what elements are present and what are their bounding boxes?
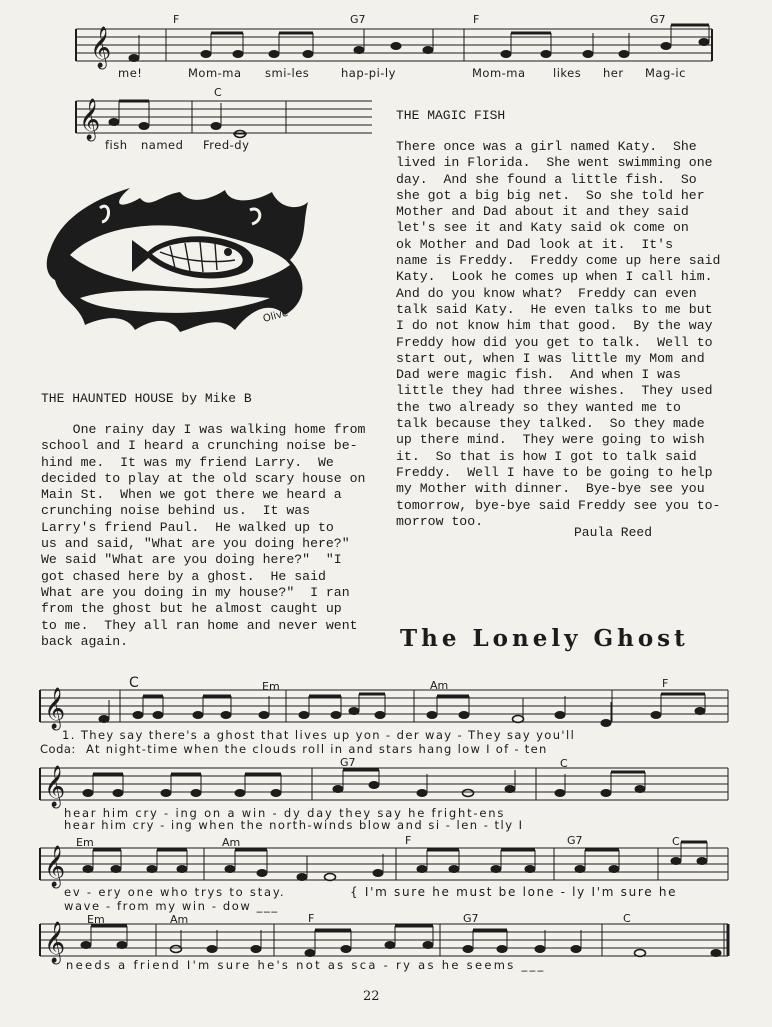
- song-chord: G7: [567, 834, 583, 847]
- top-lyric: Mom-ma: [188, 66, 242, 80]
- song-chord: Em: [262, 680, 280, 693]
- top-lyric: hap-pi-ly: [341, 66, 396, 80]
- haunted-house-body: One rainy day I was walking home from school and I heard a crunching noise be- hind me. It was my friend Larry. We decided to play at the old scary house on Main St. When we got there we heard a crunching noise behind us. It was Larry's friend Paul. He walked up to us and said, "What are you doing here?" We said "What are you doing here?" "I got chased here by a ghost. He said What are you doing in my house?" I ran from the ghost but he almost caught up to me. They all ran home and never went back again.: [41, 422, 366, 649]
- song-verse-line: needs a friend I'm sure he's not as sca - ry as he seems ___: [66, 958, 546, 972]
- song-chord: G7: [340, 756, 356, 769]
- top-lyric: fish: [105, 138, 128, 152]
- song-chord: F: [662, 677, 669, 690]
- top-lyric: smi-les: [265, 66, 310, 80]
- song-verse-line: hear him cry - ing on a win - dy day they say he fright-ens: [64, 806, 506, 820]
- song-coda-line: wave - from my win - dow ___: [64, 899, 279, 913]
- svg-text:𝄞: 𝄞: [79, 99, 101, 140]
- coda-label: Coda:: [40, 742, 76, 756]
- song-chord: Em: [87, 913, 105, 926]
- song-chord: Am: [170, 913, 189, 926]
- magic-fish-author: Paula Reed: [574, 525, 653, 540]
- top-staff-1: [76, 27, 716, 67]
- illustration-signature: Olive: [261, 307, 290, 325]
- top-staff-2: [76, 99, 376, 139]
- svg-text:𝄞: 𝄞: [44, 766, 66, 807]
- song-title: The Lonely Ghost: [400, 625, 689, 652]
- top-chord-3: F: [473, 13, 480, 26]
- song-verse-line: 1. They say there's a ghost that lives up yon - der way - They say you'll: [62, 728, 576, 742]
- song-chord: C: [623, 912, 631, 925]
- page-number: 22: [363, 989, 380, 1004]
- song-coda-line: At night-time when the clouds roll in and stars hang low I of - ten: [86, 742, 548, 756]
- top-chord-4: G7: [650, 13, 666, 26]
- song-chord: C: [560, 757, 568, 770]
- top-lyric: Mag-ic: [645, 66, 686, 80]
- top-lyric: Mom-ma: [472, 66, 526, 80]
- song-chord: F: [405, 834, 412, 847]
- top-lyric: Fred-dy: [203, 138, 250, 152]
- top-lyric: her: [603, 66, 624, 80]
- song-chord: F: [308, 912, 315, 925]
- svg-text:𝄞: 𝄞: [44, 846, 66, 887]
- top-lyric: me!: [118, 66, 143, 80]
- song-staff-2: [40, 766, 732, 810]
- song-chord: Am: [222, 836, 241, 849]
- top-chord-2: G7: [350, 13, 366, 26]
- song-coda-line: hear him cry - ing when the north-winds blow and si - len - tly I: [64, 818, 524, 832]
- song-chord: G7: [463, 912, 479, 925]
- song-chord: Am: [430, 679, 449, 692]
- song-chord: Em: [76, 836, 94, 849]
- song-chord: C: [672, 835, 680, 848]
- song-staff-3: [40, 846, 732, 890]
- song-staff-1: [40, 688, 732, 732]
- svg-text:𝄞: 𝄞: [44, 688, 66, 729]
- fish-illustration: [40, 180, 320, 340]
- top-chord-5: C: [214, 86, 222, 99]
- magic-fish-title: THE MAGIC FISH: [396, 108, 506, 123]
- top-lyric: named: [141, 138, 184, 152]
- song-verse-line: ev - ery one who trys to stay.: [64, 885, 286, 899]
- song-refrain-line: { I'm sure he must be lone - ly I'm sure he: [350, 885, 678, 899]
- haunted-house-title: THE HAUNTED HOUSE by Mike B: [41, 391, 252, 406]
- svg-text:𝄞: 𝄞: [90, 27, 112, 68]
- top-lyric: likes: [553, 66, 582, 80]
- top-chord-1: F: [173, 13, 180, 26]
- magic-fish-body: There once was a girl named Katy. She lived in Florida. She went swimming one day. And she found a little fish. So she got a big big net. So she told her Mother and Dad about it and they said let's see it and Katy said ok come on ok Mother and Dad look at it. It's name is Freddy. Freddy come up here said Katy. Look he comes up when I call him. And do you know what? Freddy can even talk said Katy. He even talks to me but I do not know him that good. By the way Freddy how did you get to talk. Well to start out, when I was little my Mom and Dad were magic fish. And when I was little they had three wishes. They used the two already so they wanted me to talk because they talked. So they made up there mind. They were going to wish it. So that is how I got to talk said Freddy. Well I have to be going to help my Mother with dinner. Bye-bye see you tomorrow, bye-bye said Freddy see you to- morrow too.: [396, 139, 721, 529]
- song-chord: C: [129, 675, 139, 691]
- svg-text:𝄞: 𝄞: [44, 922, 66, 963]
